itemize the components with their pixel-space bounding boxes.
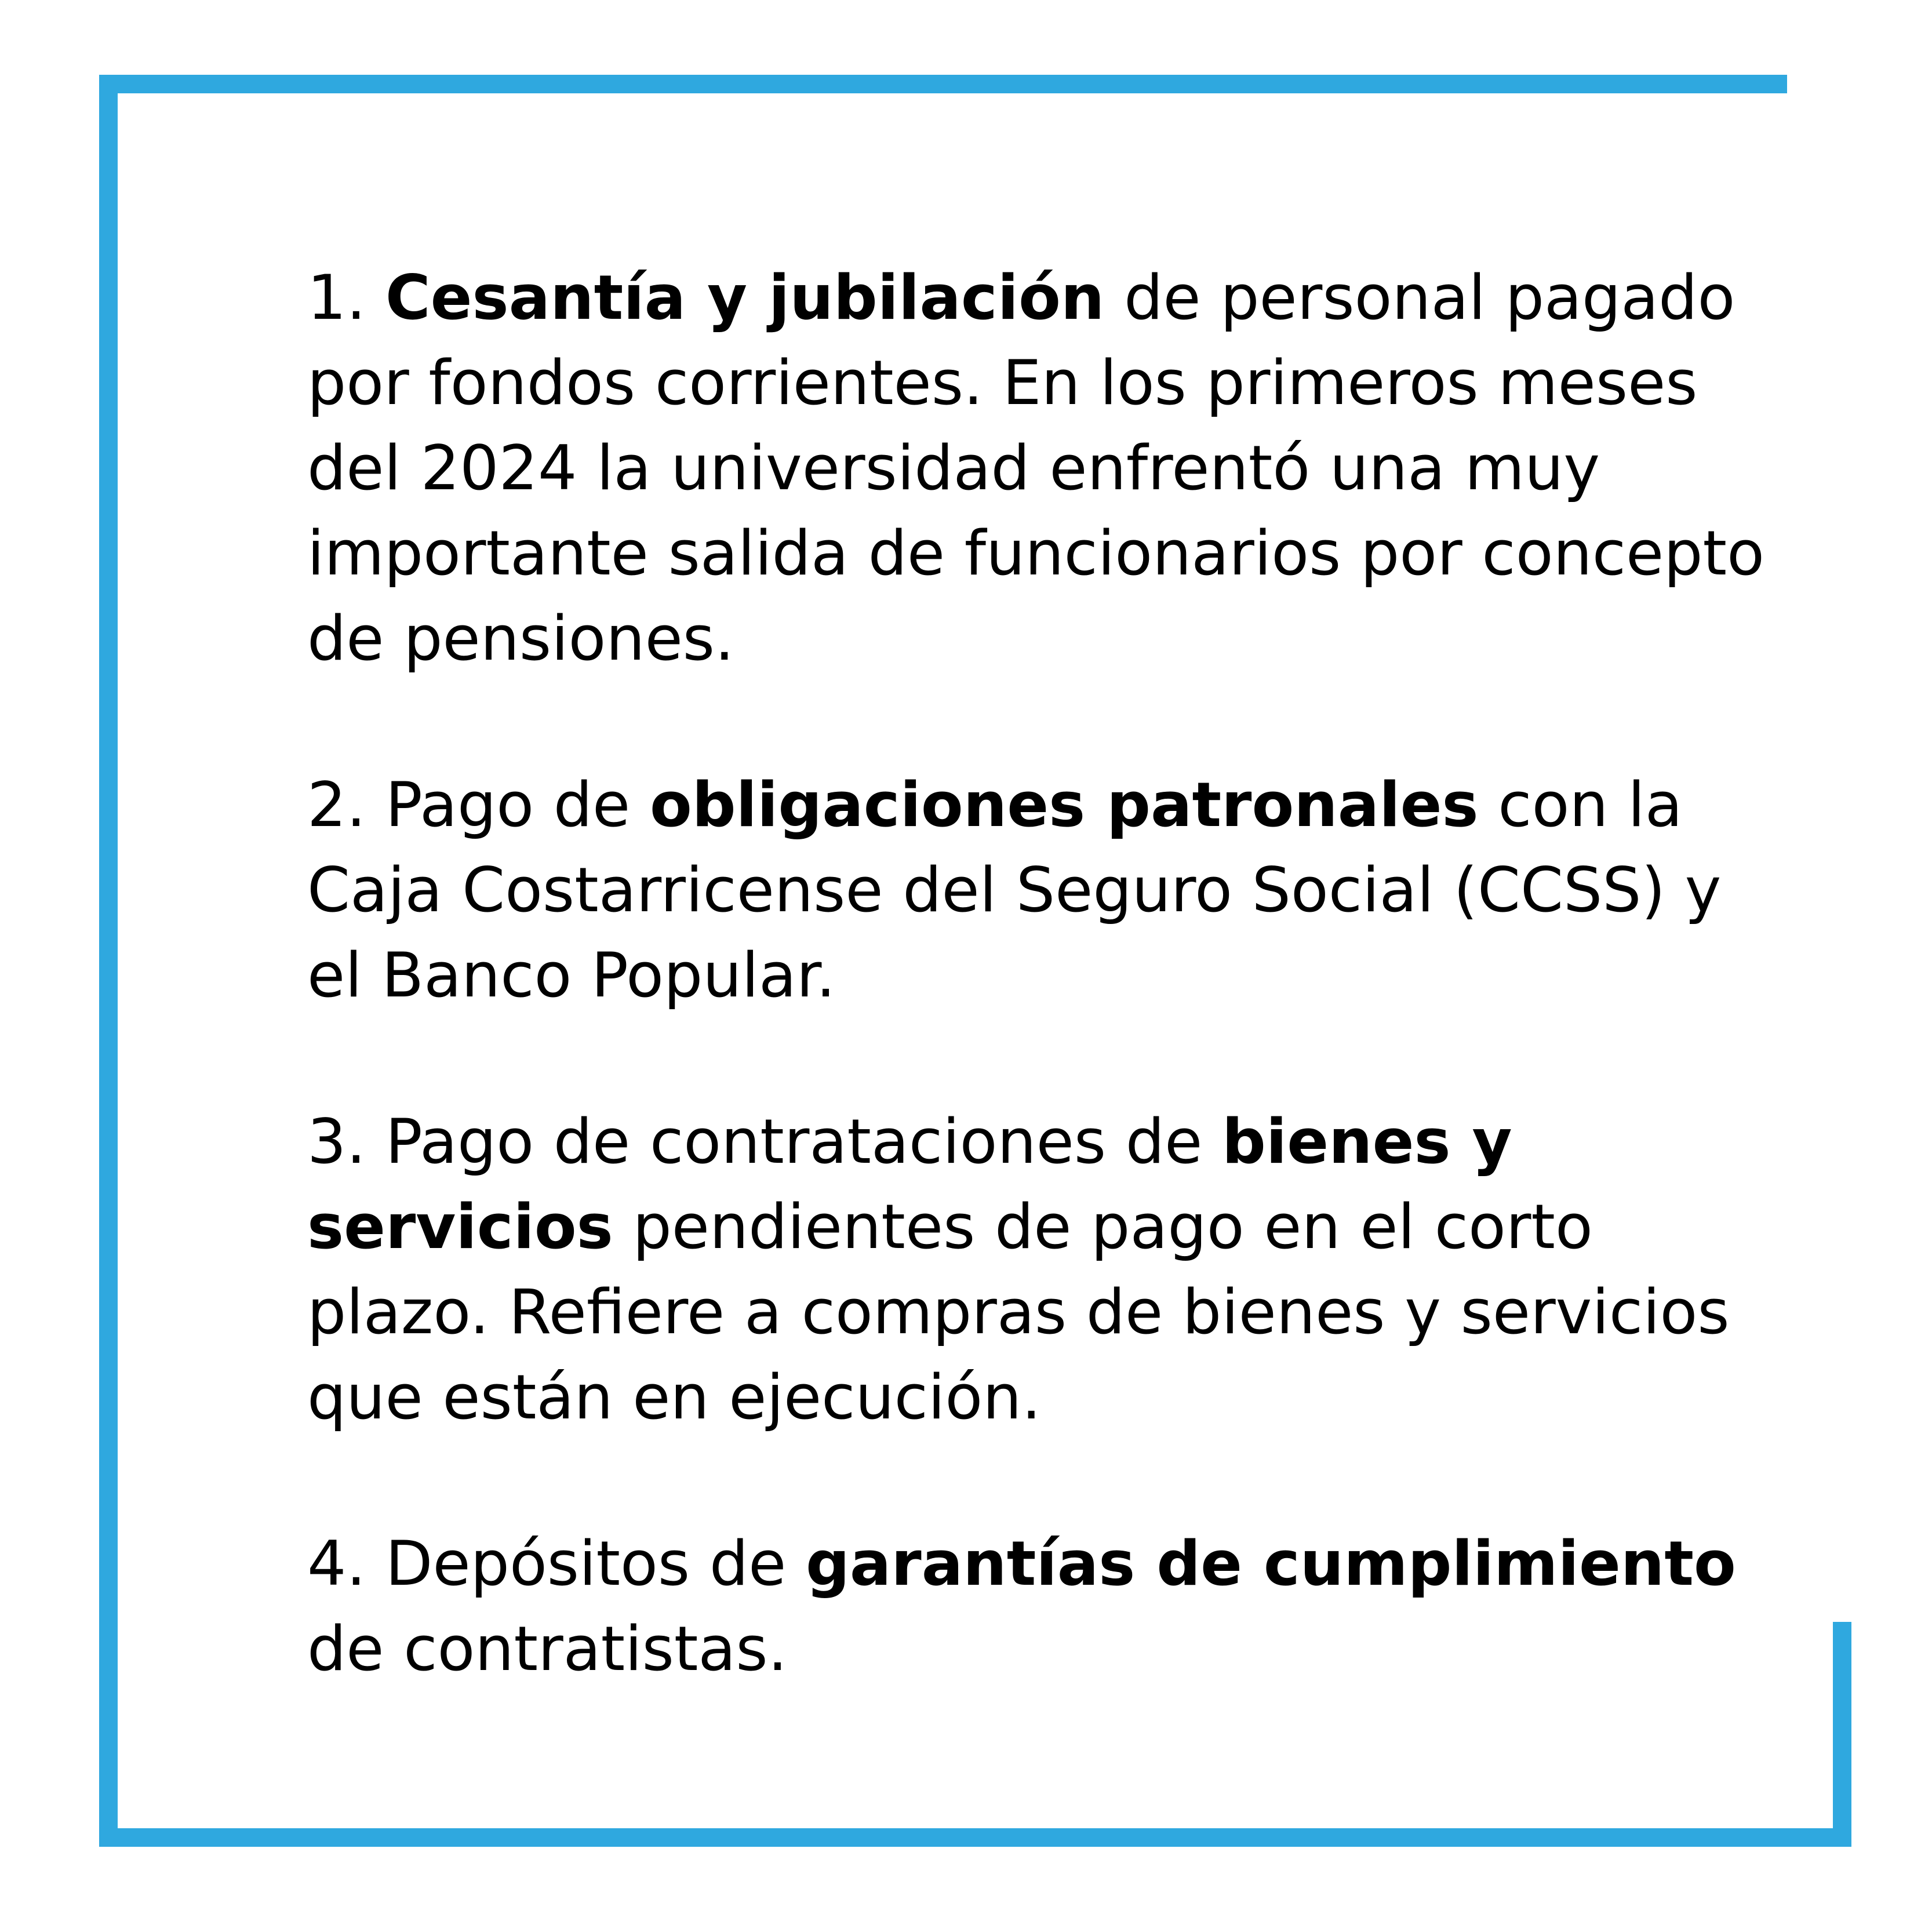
list-item-2 (307, 762, 1768, 1018)
item-2-bold: obligaciones patronales (649, 769, 1479, 841)
item-4-text: de contratistas. (307, 1613, 788, 1684)
frame-right-border (1833, 1622, 1851, 1847)
item-1-prefix: 1. (307, 262, 385, 333)
item-1-text: de personal pagado por fondos corrientes. En los primeros meses del 2024 la universidad enfrentó una muy importante salida de funcionarios por concepto de pensiones. (307, 262, 1764, 674)
item-3-prefix: 3. Pago de contrataciones de (307, 1106, 1222, 1177)
item-2-prefix: 2. Pago de (307, 769, 650, 841)
item-4-prefix: 4. Depósitos de (307, 1528, 806, 1599)
frame-left-border (99, 75, 118, 1847)
item-1-bold: Cesantía y jubilación (385, 262, 1105, 333)
item-3-text: pendientes de pago en el corto plazo. Refiere a compras de bienes y servicios que están en ejecución. (307, 1191, 1730, 1433)
item-4-bold: garantías de cumplimiento (806, 1528, 1736, 1599)
list-item-3 (307, 1099, 1768, 1440)
frame-bottom-border (99, 1828, 1851, 1847)
item-3-bold: bienes y servicios (307, 1106, 1512, 1262)
list-item-1 (307, 255, 1768, 681)
item-2-text: con la Caja Costarricense del Seguro Social (CCSS) y el Banco Popular. (307, 769, 1722, 1011)
numbered-list (307, 255, 1768, 1691)
list-item-4 (307, 1521, 1768, 1691)
frame-top-border (99, 75, 1787, 93)
